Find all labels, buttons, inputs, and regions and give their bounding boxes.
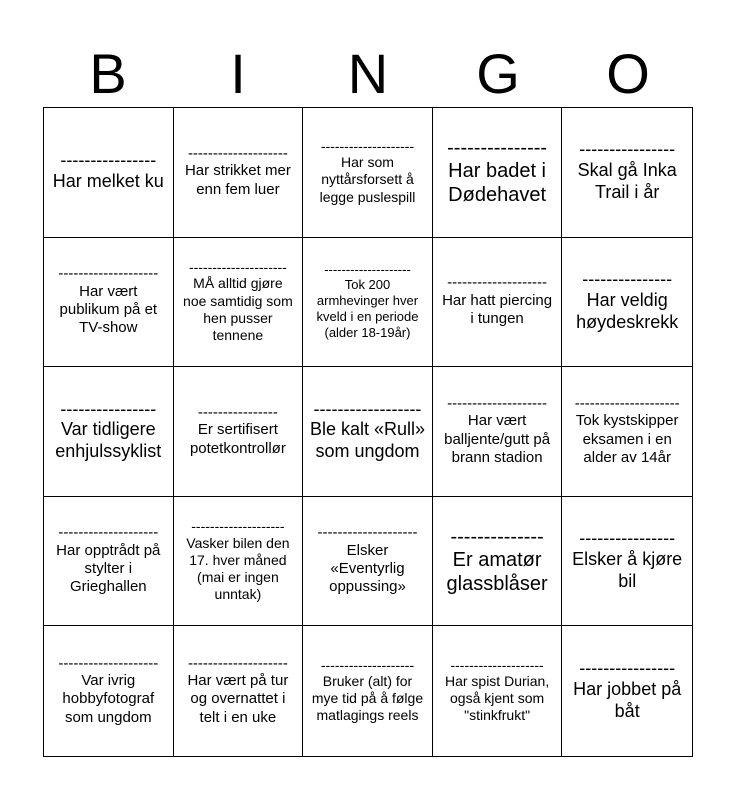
cell-text: Tok 200 armhevinger hver kveld i en periode (alder 18-19år) bbox=[316, 277, 419, 340]
bingo-cell[interactable] bbox=[44, 367, 174, 497]
cell-text: Var ivrig hobbyfotograf som ungdom bbox=[62, 672, 155, 726]
cell-text: Har badet i Dødehavet bbox=[448, 159, 547, 207]
header-letter-o: O bbox=[606, 42, 650, 105]
cell-dash-line: -------------------- bbox=[58, 655, 159, 672]
bingo-cell[interactable] bbox=[433, 108, 563, 238]
cell-text: Har opptrådt på stylter i Grieghallen bbox=[56, 541, 161, 596]
bingo-cell[interactable] bbox=[174, 626, 304, 756]
cell-dash-line: -------------------- bbox=[320, 138, 415, 154]
cell-text: Har strikket mer enn fem luer bbox=[184, 162, 291, 198]
cell-text: Har hatt piercing i tungen bbox=[442, 291, 553, 328]
bingo-cell[interactable] bbox=[562, 367, 692, 497]
cell-text: Er amatør glassblåser bbox=[446, 548, 548, 596]
cell-text: Elsker «Eventyrlig oppussing» bbox=[329, 541, 406, 596]
cell-text: Har vært publikum på et TV-show bbox=[59, 282, 158, 337]
cell-dash-line: -------------------- bbox=[450, 657, 544, 673]
cell-text: Har melket ku bbox=[52, 171, 164, 192]
bingo-cell[interactable] bbox=[433, 497, 563, 627]
cell-text: Vasker bilen den 17. hver måned (mai er ingen unntak) bbox=[186, 534, 290, 602]
cell-dash-line: --------------- bbox=[582, 270, 673, 290]
cell-dash-line: -------------------- bbox=[58, 525, 159, 542]
cell-dash-line: -------------- bbox=[450, 525, 544, 548]
bingo-cell[interactable] bbox=[303, 108, 433, 238]
cell-dash-line: --------------- bbox=[447, 136, 548, 159]
bingo-cell[interactable] bbox=[303, 626, 433, 756]
cell-text: Har vært på tur og overnattet i telt i en uke bbox=[187, 672, 289, 726]
cell-text: Har jobbet på båt bbox=[573, 679, 682, 722]
header-letter-g: G bbox=[476, 42, 520, 105]
cell-text: Tok kystskipper eksamen i en alder av 14år bbox=[575, 412, 679, 466]
cell-dash-line: ---------------- bbox=[60, 399, 157, 419]
bingo-cell[interactable] bbox=[303, 238, 433, 368]
bingo-cell[interactable] bbox=[433, 238, 563, 368]
bingo-cell[interactable] bbox=[562, 626, 692, 756]
cell-dash-line: -------------------- bbox=[191, 519, 285, 535]
cell-dash-line: -------------------- bbox=[320, 657, 415, 673]
bingo-board bbox=[43, 107, 693, 757]
cell-dash-line: -------------------- bbox=[447, 275, 548, 292]
bingo-cell[interactable] bbox=[44, 238, 174, 368]
bingo-cell[interactable] bbox=[303, 497, 433, 627]
bingo-cell[interactable] bbox=[174, 367, 304, 497]
bingo-cell[interactable] bbox=[44, 108, 174, 238]
header-letter-i: I bbox=[230, 42, 246, 105]
cell-text: Har spist Durian, også kjent som "stinkfrukt" bbox=[444, 673, 550, 724]
cell-dash-line: ---------------- bbox=[579, 140, 676, 160]
cell-text: Var tidligere enhjulssyklist bbox=[55, 419, 162, 462]
cell-dash-line: -------------------- bbox=[58, 266, 159, 283]
cell-dash-line: -------------------- bbox=[187, 655, 288, 672]
bingo-cell[interactable] bbox=[174, 238, 304, 368]
cell-text: MÅ alltid gjøre noe samtidig som hen pusser tennene bbox=[183, 275, 293, 343]
bingo-cell[interactable] bbox=[44, 497, 174, 627]
cell-dash-line: ---------------- bbox=[579, 529, 676, 549]
cell-text: Bruker (alt) for mye tid på å følge matlagings reels bbox=[311, 673, 424, 724]
header-letter-b: B bbox=[89, 42, 127, 105]
cell-text: Har veldig høydeskrekk bbox=[576, 289, 679, 332]
cell-dash-line: -------------------- bbox=[324, 263, 411, 278]
cell-dash-line: -------------------- bbox=[317, 525, 418, 542]
cell-dash-line: ---------------- bbox=[579, 659, 676, 679]
bingo-cell[interactable] bbox=[562, 497, 692, 627]
cell-text: Skal gå Inka Trail i år bbox=[577, 160, 677, 203]
cell-text: Har vært balljente/gutt på brann stadion bbox=[444, 412, 551, 466]
cell-text: Har som nyttårsforsett å legge puslespill bbox=[319, 154, 416, 205]
bingo-cell[interactable] bbox=[433, 626, 563, 756]
bingo-header bbox=[43, 40, 693, 108]
header-letter-n: N bbox=[347, 42, 389, 105]
cell-dash-line: -------------------- bbox=[447, 395, 548, 412]
cell-text: Elsker å kjøre bil bbox=[572, 549, 683, 591]
bingo-cell[interactable] bbox=[433, 367, 563, 497]
cell-dash-line: ------------------ bbox=[313, 399, 422, 419]
cell-dash-line: --------------------- bbox=[188, 260, 287, 276]
bingo-cell[interactable] bbox=[174, 108, 304, 238]
bingo-cell[interactable] bbox=[303, 367, 433, 497]
cell-text: Ble kalt «Rull» som ungdom bbox=[309, 419, 426, 462]
bingo-cell[interactable] bbox=[562, 238, 692, 368]
bingo-cell[interactable] bbox=[44, 626, 174, 756]
bingo-cell[interactable] bbox=[562, 108, 692, 238]
cell-dash-line: -------------------- bbox=[187, 145, 288, 162]
cell-dash-line: --------------------- bbox=[574, 395, 680, 412]
cell-dash-line: ---------------- bbox=[60, 151, 157, 171]
bingo-cell[interactable] bbox=[174, 497, 304, 627]
cell-text: Er sertifisert potetkontrollør bbox=[189, 421, 286, 457]
cell-dash-line: ---------------- bbox=[197, 404, 278, 421]
